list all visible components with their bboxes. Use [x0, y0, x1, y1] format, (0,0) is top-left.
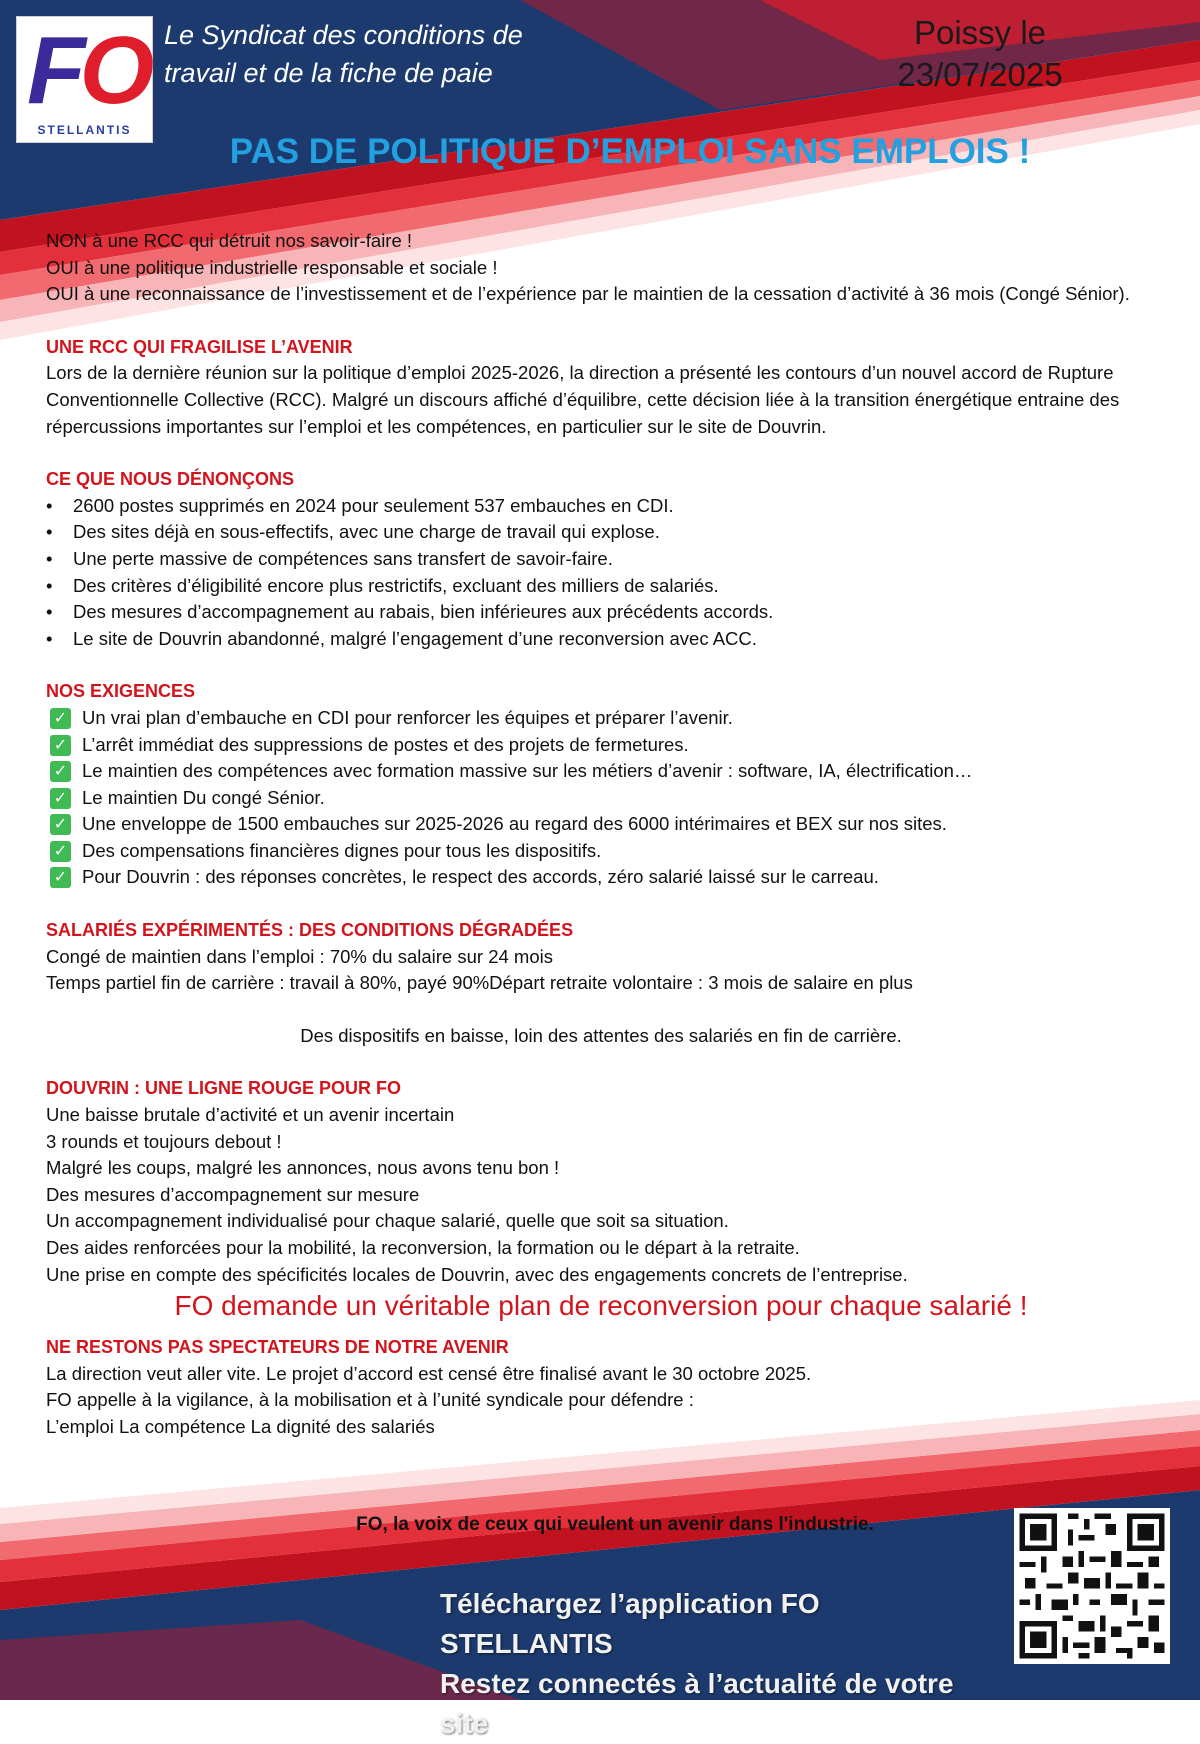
section-heading-douvrin: DOUVRIN : UNE LIGNE ROUGE POUR FO: [46, 1078, 402, 1099]
check-mark-icon: ✓: [50, 841, 71, 862]
page-title: PAS DE POLITIQUE D’EMPLOI SANS EMPLOIS !: [229, 132, 1031, 171]
document-date: Poissy le 23/07/2025: [897, 14, 1063, 93]
qr-code-icon[interactable]: [1014, 1508, 1170, 1664]
fo-stellantis-logo: [16, 16, 153, 143]
list-item: ✓ Le maintien Du congé Sénior.: [46, 785, 1156, 812]
list-item: ✓ Un vrai plan d’embauche en CDI pour renforcer les équipes et préparer l’avenir.: [46, 705, 1156, 732]
section-heading-denounce: CE QUE NOUS DÉNONÇONS: [46, 469, 295, 490]
section-heading-rcc: UNE RCC QUI FRAGILISE L’AVENIR: [46, 336, 353, 357]
reconversion-callout: FO demande un véritable plan de reconversion pour chaque salarié !: [174, 1290, 1028, 1322]
check-mark-icon: ✓: [50, 708, 71, 729]
list-item: ✓ Des compensations financières dignes pour tous les dispositifs.: [46, 838, 1156, 865]
list-item: ✓ Le maintien des compétences avec formation massive sur les métiers d’avenir : software, IA, électrification…: [46, 758, 1156, 785]
check-mark-icon: ✓: [50, 867, 71, 888]
list-item: ✓ Pour Douvrin : des réponses concrètes, le respect des accords, zéro salarié laissé sur le carreau.: [46, 864, 1156, 891]
list-item: ✓ L’arrêt immédiat des suppressions de postes et des projets de fermetures.: [46, 732, 1156, 759]
check-mark-icon: ✓: [50, 735, 71, 756]
demands-list: [46, 705, 1156, 891]
logo-letters: FO: [27, 17, 149, 124]
list-item: • 2600 postes supprimés en 2024 pour seulement 537 embauches en CDI.: [46, 493, 1156, 520]
check-mark-icon: ✓: [50, 788, 71, 809]
slogan: FO, la voix de ceux qui veulent un avenir dans l'industrie.: [356, 1514, 874, 1535]
union-tagline: Le Syndicat des conditions de travail et de la fiche de paie: [164, 20, 523, 88]
list-item: ✓ Une enveloppe de 1500 embauches sur 2025-2026 au regard des 6000 intérimaires et BEX sur nos sites.: [46, 811, 1156, 838]
list-item: • Des mesures d’accompagnement au rabais, bien inférieures aux précédents accords.: [46, 599, 1156, 626]
intro-block: NON à une RCC qui détruit nos savoir-faire ! OUI à une politique industrielle responsable et sociale ! OUI à une reconnaissance de l’investissement et de l’expérience par le maintien de la cessation d’activité à 36 mois (Congé Sénior).: [46, 230, 1130, 305]
section-heading-future: NE RESTONS PAS SPECTATEURS DE NOTRE AVENIR: [46, 1337, 509, 1358]
list-item: • Des critères d’éligibilité encore plus restrictifs, excluant des milliers de salariés.: [46, 573, 1156, 600]
list-item: • Une perte massive de compétences sans transfert de savoir-faire.: [46, 546, 1156, 573]
list-item: • Le site de Douvrin abandonné, malgré l’engagement d’une reconversion avec ACC.: [46, 626, 1156, 653]
seniors-note: Des dispositifs en baisse, loin des attentes des salariés en fin de carrière.: [300, 1024, 902, 1046]
logo-subtitle: STELLANTIS: [37, 123, 132, 137]
check-mark-icon: ✓: [50, 761, 71, 782]
section-heading-seniors: SALARIÉS EXPÉRIMENTÉS : DES CONDITIONS DÉGRADÉES: [46, 920, 574, 941]
check-mark-icon: ✓: [50, 814, 71, 835]
denounce-list: [46, 493, 1156, 653]
list-item: • Des sites déjà en sous-effectifs, avec une charge de travail qui explose.: [46, 519, 1156, 546]
section-text-rcc: Lors de la dernière réunion sur la politique d’emploi 2025-2026, la direction a présenté les contours d’un nouvel accord de Rupture Conventionnelle Collective (RCC). Malgré un discours affiché d’équilibre, cette décision liée à la transition énergétique entraine des répercussions importantes sur l’emploi et les compétences, en particulier sur le site de Douvrin.: [46, 362, 1120, 437]
section-heading-demands: NOS EXIGENCES: [46, 681, 196, 702]
app-download-banner: Téléchargez l’application FO STELLANTIS Restez connectés à l’actualité de votre site: [440, 1588, 954, 1739]
leaflet-body: NON à une RCC qui détruit nos savoir-faire ! OUI à une politique industrielle responsable et sociale ! OUI à une reconnaissance de l’investissement et de l’expérience par le maintien de la cessation d’activité à 36 mois (Congé Sénior). UNE RCC QUI FRAGILISE L’AVENIR Lors de la dernière réunion sur la politique d’emploi 2025-2026, la direction a présenté les contours d’un nouvel accord de Rupture Conventionnelle Collective (RCC). Malgré un discours affiché d’équilibre, cette décision liée à la transition énergétique entraine des répercussions importantes sur l’emploi et les compétences, en particulier sur le site de Douvrin. CE QUE NOUS DÉNONÇONS • 2600 postes supprimés en 2024 pour seulement 537 embauches en CDI. • Des sites déjà en sous-effectifs, avec une charge de travail qui explose. • Une perte massive de compétences sans transfert de savoir-faire. • Des critères d’éligibilité encore plus restrictifs, excluant des milliers de salariés. • Des mesures d’accompagnement au rabais, bien inférieures aux précédents accords. • Le site de Douvrin abandonné, malgré l’engagement d’une reconversion avec ACC. NOS EXIGENCES ✓ Un vrai plan d’embauche en CDI pour renforcer les équipes et préparer l’avenir. ✓ L’arrêt immédiat des suppressions de postes et des projets de fermetures. ✓ Le maintien des compétences avec formation massive sur les métiers d’avenir : software, IA, électrification… ✓ Le maintien Du congé Sénior. ✓ Une enveloppe de 1500 embauches sur 2025-2026 au regard des 6000 intérimaires et BEX sur nos sites. ✓ Des compensations financières dignes pour tous les dispositifs. ✓ Pour Douvrin : des réponses concrètes, le respect des accords, zéro salarié laissé sur le carreau. SALARIÉS EXPÉRIMENTÉS : DES CONDITIONS DÉGRADÉES Congé de maintien dans l’emploi : 70% du salaire sur 24 mois Temps partiel fin de carrière : travail à 80%, payé 90%Départ retraite volontaire : 3 mois de salaire en plus Des dispositifs en baisse, loin des attentes des salariés en fin de carrière. DOUVRIN : UNE LIGNE ROUGE POUR FO Une baisse brutale d’activité et un avenir incertain 3 rounds et toujours debout ! Malgré les coups, malgré les annonces, nous avons tenu bon ! Des mesures d’accompagnement sur mesure Un accompagnement individualisé pour chaque salarié, quelle que soit sa situation. Des aides renforcées pour la mobilité, la reconversion, la formation ou le départ à la retraite. Une prise en compte des spécificités locales de Douvrin, avec des engagements concrets de l’entreprise. FO demande un véritable plan de reconversion pour chaque salarié ! NE RESTONS PAS SPECTATEURS DE NOTRE AVENIR La direction veut aller vite. Le projet d’accord est censé être finalisé avant le 30 octobre 2025. FO appelle à la vigilance, à la mobilisation et à l’unité syndicale pour défendre : L’emploi La compétence La dignité des salariés: [46, 228, 1156, 1441]
